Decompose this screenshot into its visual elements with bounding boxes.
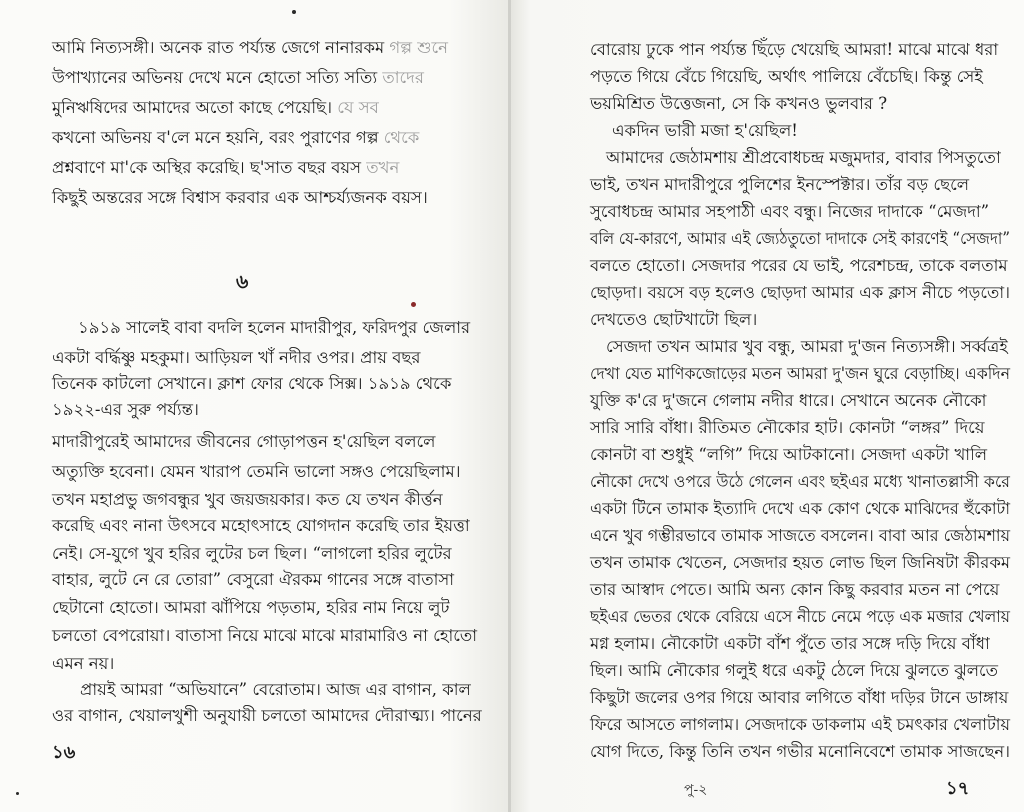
text-line: দেখতেও ছোটখাটো ছিল। (590, 310, 758, 329)
text-line: ছোড়দা। বয়সে বড় হলেও ছোড়দা আমার এক ক্লাস নীচে পড়তো। (590, 283, 1010, 302)
text-line: ফিরে আসতে লাগলাম। সেজদাকে ডাকলাম এই চমৎকার খেলাটায় (590, 715, 1010, 734)
text-line: পড়তে গিয়ে বেঁচে গিয়েছি, অর্থাৎ পালিয়ে বেঁচেছি। কিন্তু সেই (590, 67, 983, 86)
text-line: নেই। সে-যুগে খুব হরির লুটের চল ছিল। “লাগলো হরির লুটের (52, 544, 452, 563)
section-number: ৬ (236, 271, 249, 293)
text-line: ভয়মিশ্রিত উত্তেজনা, সে কি কখনও ভুলবার ? (590, 94, 888, 113)
text-line: অত্যুক্তি হবেনা। যেমন খারাপ তেমনি ভালো সঙ্গও পেয়েছিলাম। (52, 462, 461, 481)
text-line: প্রশ্নবাণে মা'কে অস্থির করেছি। ছ'সাত বছর বয়স তখন (52, 158, 400, 177)
text-line: উপাখ্যানের অভিনয় দেখে মনে হোতো সত্যি সত্যি তাদের (52, 68, 424, 87)
text-line: মাদারীপুরেই আমাদের জীবনের গোড়াপত্তন হ'য়েছিল বললে (52, 432, 436, 451)
text-line: মুনিঋষিদের আমাদের অতো কাছে পেয়েছি। যে সব (52, 98, 379, 117)
text-line: সেজদা তখন আমার খুব বন্ধু, আমরা দু'জন নিত্যসঙ্গী। সর্ব্বত্রই (606, 337, 1008, 356)
page-number-left: ১৬ (52, 742, 76, 763)
page-number-right: ১৭ (946, 778, 970, 799)
text-line: বলতে হোতো। সেজদার পরের যে ভাই, পরেশচন্দ্র, তাকে বলতাম (590, 256, 1008, 275)
text-line: একটা টিনে তামাক ইত্যাদি দেখে এক কোণ থেকে মাঝিদের হুঁকোটা (590, 499, 1010, 518)
ink-speck (411, 302, 416, 307)
text-line: যোগ দিতে, কিন্তু তিনি তখন গভীর মনোনিবেশে তামাক সাজছেন। (590, 742, 1010, 761)
text-line: কিছুই অন্তরের সঙ্গে বিশ্বাস করবার এক আশ্চর্য্যজনক বয়স। (52, 188, 428, 207)
signature-mark: পু-২ (684, 782, 708, 798)
text-line: কোনটা বা শুধুই “লগি” দিয়ে আটকানো। সেজদা একটা খালি (590, 445, 988, 464)
text-line: তখন মহাপ্রভু জগবন্ধুর খুব জয়জয়কার। কত যে তখন কীর্ত্তন (52, 490, 443, 509)
text-line: তিনেক কাটলো সেখানে। ক্লাশ ফোর থেকে সিক্স। ১৯১৯ থেকে (52, 374, 452, 393)
text-line: বলি যে-কারণে, আমার এই জ্যেঠতুতো দাদাকে সেই কারণেই “সেজদা” (590, 229, 1010, 248)
text-line: ১৯১৯ সালেই বাবা বদলি হলেন মাদারীপুর, ফরিদপুর জেলার (78, 318, 471, 337)
text-line: চলতো বেপরোয়া। বাতাসা নিয়ে মাঝে মাঝে মারামারিও না হোতো (52, 626, 478, 645)
text-line: সুবোধচন্দ্র আমার সহপাঠী এবং বন্ধু। নিজের দাদাকে “মেজদা” (590, 202, 990, 221)
text-line: দেখা যেত মাণিকজোড়ের মতন আমরা দু'জন ঘুরে বেড়াচ্ছি। একদিন (590, 364, 1010, 383)
text-line: একদিন ভারী মজা হ'য়েছিল! (612, 121, 798, 140)
text-line: বাহার, লুটে নে রে তোরা” বেসুরো ঐরকম গানের সঙ্গে বাতাসা (52, 570, 455, 589)
text-line: ওর বাগান, খেয়ালখুশী অনুযায়ী চলতো আমাদের দৌরাত্ম্য। পানের (52, 706, 482, 725)
text-line: যুক্তি ক'রে দু'জনে গেলাম নদীর ধারে। সেখানে অনেক নৌকো (590, 391, 987, 410)
text-line: করেছি এবং নানা উৎসবে মহোৎসাহে যোগদান করেছি তার ইয়ত্তা (52, 516, 470, 535)
text-line: সারি সারি বাঁধা। রীতিমত নৌকোর হাট। কোনটা “লঙ্গর” দিয়ে (590, 418, 985, 437)
text-line: কখনো অভিনয় ব'লে মনে হয়নি, বরং পুরাণের গল্প থেকে (52, 128, 420, 147)
ink-speck (292, 10, 296, 14)
text-line: একটা বর্দ্ধিষ্ণু মহকুমা। আড়িয়ল খাঁ নদীর ওপর। প্রায় বছর (52, 348, 421, 367)
book-gutter (508, 0, 511, 812)
text-line: ছইএর ভেতর থেকে বেরিয়ে এসে নীচে নেমে পড়ে এক মজার খেলায় (590, 607, 1010, 626)
text-line: ছেটানো হোতো। আমরা ঝাঁপিয়ে পড়তাম, হরির নাম নিয়ে লুট (52, 598, 450, 617)
text-line: ছিল। আমি নৌকোর গলুই ধরে একটু ঠেলে দিয়ে ঝুলতে ঝুলতে (590, 661, 999, 680)
text-line: আমি নিত্যসঙ্গী। অনেক রাত পর্য্যন্ত জেগে নানারকম গল্প শুনে (52, 38, 448, 57)
text-line: আমাদের জেঠামশায় শ্রীপ্রবোধচন্দ্র মজুমদার, বাবার পিসতুতো (606, 148, 1001, 167)
text-line: মগ্ন হলাম। নৌকোটা একটা বাঁশ পুঁতে তার সঙ্গে দড়ি দিয়ে বাঁধা (590, 634, 990, 653)
text-line: ভাই, তখন মাদারীপুরে পুলিশের ইনস্পেক্টার। তাঁর বড় ছেলে (590, 175, 969, 194)
text-line: তার আস্বাদ পেতে। আমি অন্য কোন কিছু করবার মতন না পেয়ে (590, 580, 1000, 599)
text-line: তখন তামাক খেতেন, সেজদার হয়ত লোভ ছিল জিনিষটা কীরকম (590, 553, 1010, 572)
text-line: এনে খুব গম্ভীরভাবে তামাক সাজতে বসলেন। বাবা আর জেঠামশায় (590, 526, 1010, 545)
text-line: নৌকো দেখে ওপরে উঠে গেলেন এবং ছইএর মধ্যে খানাতল্লাসী করে (590, 472, 1010, 491)
text-line: এমন নয়। (52, 654, 115, 673)
text-line: ১৯২২-এর সুরু পর্য্যন্ত। (52, 400, 199, 419)
text-line: প্রায়ই আমরা “অভিযানে” বেরোতাম। আজ এর বাগান, কাল (80, 680, 471, 699)
ink-speck (16, 792, 19, 795)
text-line: কিছুটা জলের ওপর গিয়ে আবার লগিতে বাঁধা দড়ির টানে ডাঙ্গায় (590, 688, 1009, 707)
text-line: বোরোয় ঢুকে পান পর্য্যন্ত ছিঁড়ে খেয়েছি আমরা! মাঝে মাঝে ধরা (590, 40, 999, 59)
